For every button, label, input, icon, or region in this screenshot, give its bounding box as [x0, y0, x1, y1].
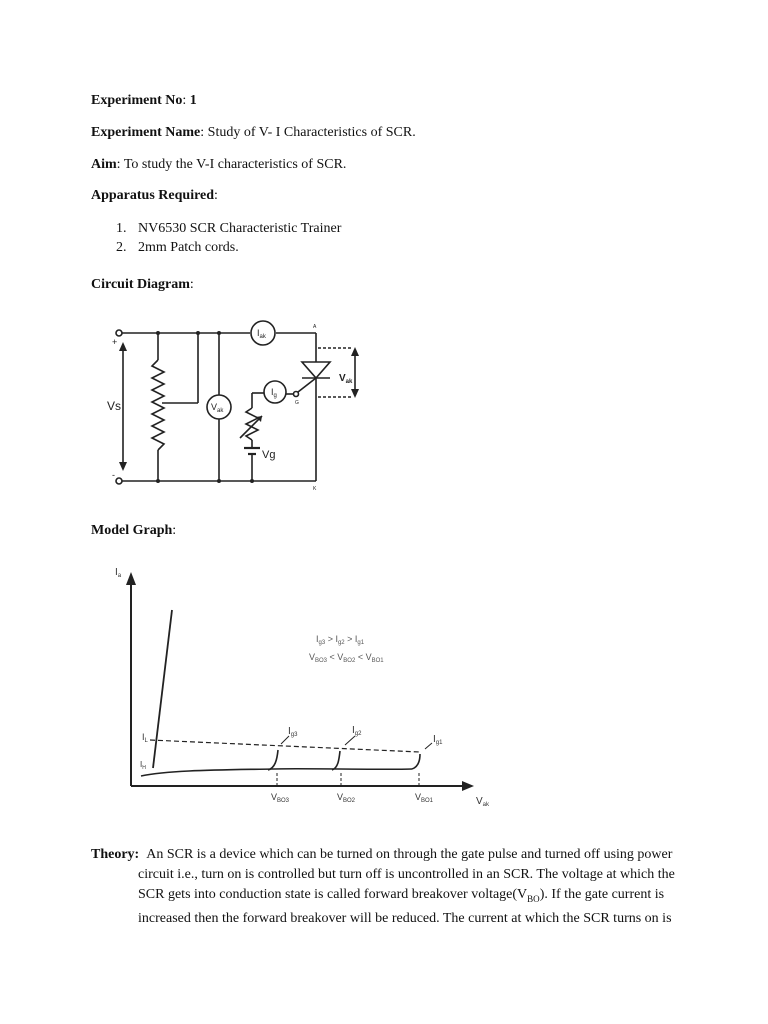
experiment-no-label: Experiment No: [91, 93, 183, 108]
theory-label: Theory:: [91, 847, 140, 862]
iak-meter-label: $I_{ak}$: [257, 328, 266, 340]
theory-line-1: Theory: An SCR is a device which can be turned on through the gate pulse and turned off using power: [91, 847, 673, 862]
experiment-name-label: Experiment Name: [91, 125, 201, 140]
x-axis-label: $V_{ak}$: [476, 796, 490, 808]
legend-breakover: $V_{BO3} < V_{BO2} < V_{BO1}$: [309, 652, 384, 664]
curve-label-ig1: $I_{g1}$: [433, 734, 443, 746]
model-graph-label: Model Graph: [91, 523, 173, 538]
vak-meter-label: $V_{ak}$: [211, 402, 224, 414]
curve-label-ig2: $I_{g2}$: [352, 725, 362, 737]
y-axis-label: $I_a$: [115, 567, 122, 579]
ig-meter-label: $I_g$: [271, 387, 277, 399]
aim-label: Aim: [91, 157, 117, 172]
tick-label-vbo3: $V_{BO3}$: [271, 792, 290, 804]
circuit-diagram-heading: Circuit Diagram:: [91, 277, 194, 292]
experiment-name-line: Experiment Name: Study of V- I Characteristics of SCR.: [91, 125, 416, 140]
vg-label: Vg: [262, 449, 276, 461]
model-graph: [0, 550, 768, 820]
tick-label-vbo1: $V_{BO1}$: [415, 792, 434, 804]
vak-right-label: $V_{ak}$: [339, 373, 353, 385]
apparatus-label: Apparatus Required: [91, 188, 215, 203]
circuit-diagram-label: Circuit Diagram: [91, 277, 190, 292]
list-item: 2. 2mm Patch cords.: [116, 240, 239, 255]
apparatus-heading: Apparatus Required:: [91, 188, 218, 203]
tick-label-vbo2: $V_{BO2}$: [337, 792, 356, 804]
holding-current-label: $I_H$: [140, 760, 146, 771]
vs-label: Vs: [107, 399, 122, 413]
list-item: 1. NV6530 SCR Characteristic Trainer: [116, 221, 342, 236]
plus-label: +: [112, 337, 118, 347]
model-graph-heading: Model Graph:: [91, 523, 177, 538]
experiment-name-value: Study of V- I Characteristics of SCR.: [207, 125, 416, 140]
aim-line: Aim: To study the V-I characteristics of SCR.: [91, 157, 347, 172]
aim-value: To study the V-I characteristics of SCR.: [123, 157, 347, 172]
anode-label: A: [313, 324, 317, 330]
experiment-no-value: 1: [189, 93, 197, 108]
latching-current-label: $I_L$: [142, 732, 148, 744]
gate-label: G: [295, 400, 299, 406]
theory-section: [91, 845, 679, 929]
theory-line-3: SCR gets into conduction state is called forward breakover $voltage(V_{BO})$. If the gate current is: [138, 887, 665, 904]
legend-gate-currents: $I_{g3} > I_{g2} > I_{g1}$: [316, 634, 365, 646]
curve-label-ig3: $I_{g3}$: [288, 726, 298, 738]
minus-label: -: [112, 470, 115, 480]
theory-line-4: increased then the forward breakover will be reduced. The current at which the SCR turns on is: [138, 910, 672, 926]
experiment-no-line: Experiment No: 1: [91, 93, 197, 108]
theory-line-2: circuit i.e., turn on is controlled but turn off is uncontrolled in an SCR. The voltage at which the: [138, 867, 675, 882]
cathode-label: K: [313, 486, 317, 492]
